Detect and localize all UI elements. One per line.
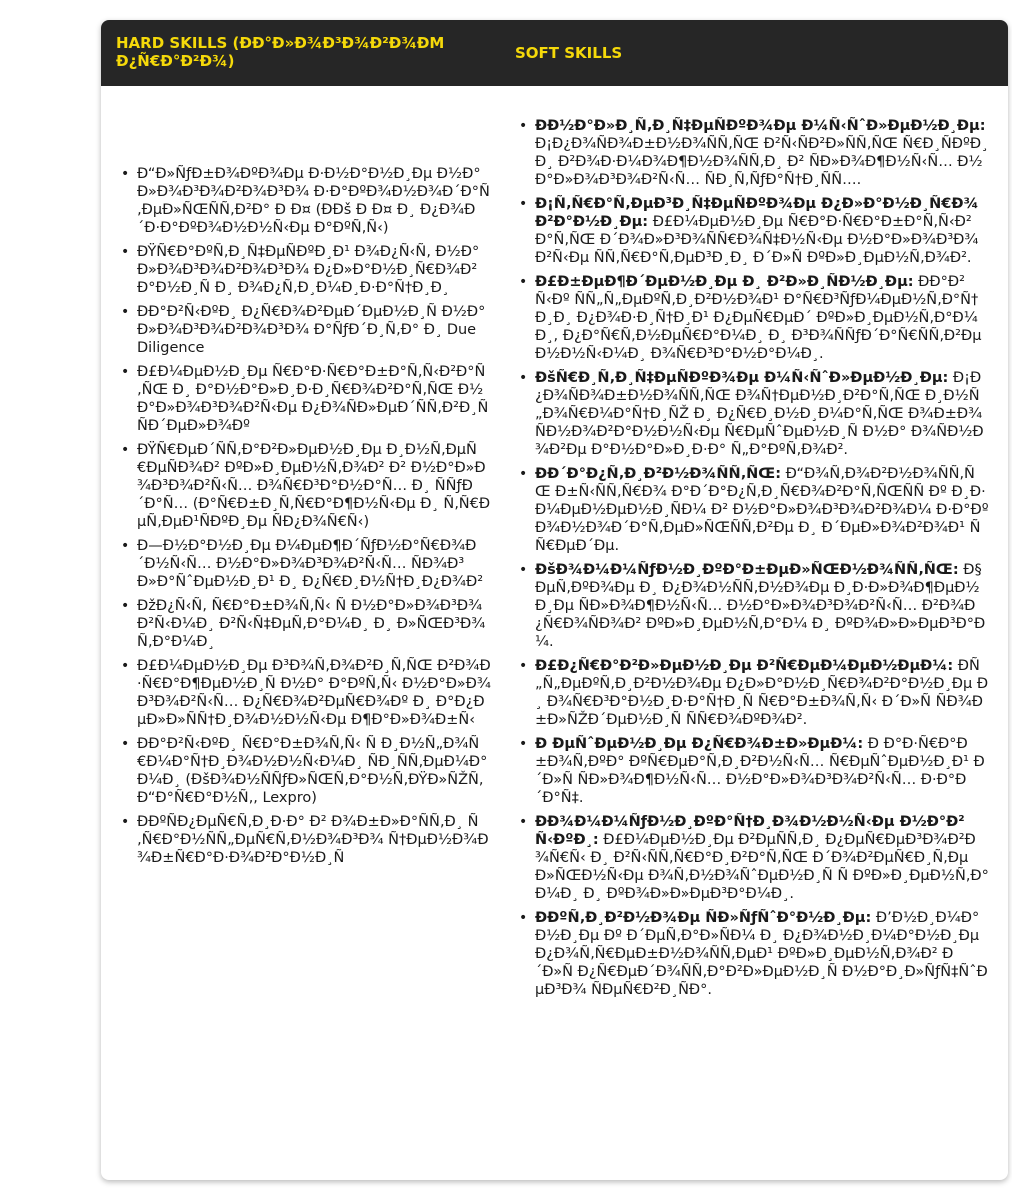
skill-title: Ð¡Ñ‚Ñ€Ð°Ñ‚ÐµÐ³Ð¸Ñ‡ÐµÑÐºÐ¾Ðµ Ð¿Ð»Ð°Ð½Ð¸Ñ€Ð¾Ð²Ð°Ð½Ð¸Ðµ: — [535, 196, 979, 230]
list-item — [519, 909, 989, 999]
list-item: • ÐŸÑ€Ð°ÐºÑ‚Ð¸Ñ‡ÐµÑÐºÐ¸Ð¹ Ð¾Ð¿Ñ‹Ñ‚ Ð½Ð°Ð»Ð¾Ð³Ð¾Ð²Ð¾Ð³Ð¾ Ð¿Ð»Ð°Ð½Ð¸Ñ€Ð¾Ð²Ð°Ð½Ð¸Ñ Ð¸ Ð¾Ð¿Ñ‚Ð¸Ð¼Ð¸Ð·Ð°Ñ†Ð¸Ð¸ — [121, 243, 491, 297]
skill-title: Ð£Ð±ÐµÐ¶Ð´ÐµÐ½Ð¸Ðµ Ð¸ Ð²Ð»Ð¸ÑÐ½Ð¸Ðµ: — [535, 274, 914, 290]
list-item — [519, 273, 989, 363]
skill-description: Ð“Ð¾Ñ‚Ð¾Ð²Ð½Ð¾ÑÑ‚ÑŒ Ð±Ñ‹ÑÑ‚Ñ€Ð¾ Ð°Ð´Ð°Ð¿Ñ‚Ð¸Ñ€Ð¾Ð²Ð°Ñ‚ÑŒÑÑ Ðº Ð¸Ð·Ð¼ÐµÐ½ÐµÐ½Ð¸ÑÐ¼ Ð² Ð½Ð°Ð»Ð¾Ð³Ð¾Ð²Ð¾Ð¼ Ð·Ð°ÐºÐ¾Ð½Ð¾Ð´Ð°Ñ‚ÐµÐ»ÑŒÑÑ‚Ð²Ðµ Ð¸ Ð´ÐµÐ»Ð¾Ð²Ð¾Ð¹ ÑÑ€ÐµÐ´Ðµ. — [535, 466, 989, 554]
list-item: • ÐÐ°Ð²Ñ‹ÐºÐ¸ Ð¿Ñ€Ð¾Ð²ÐµÐ´ÐµÐ½Ð¸Ñ Ð½Ð°Ð»Ð¾Ð³Ð¾Ð²Ð¾Ð³Ð¾ Ð°ÑƒÐ´Ð¸Ñ‚Ð° Ð¸ Due Diligence — [121, 303, 491, 357]
skill-title: ÐšÐ¾Ð¼Ð¼ÑƒÐ½Ð¸ÐºÐ°Ð±ÐµÐ»ÑŒÐ½Ð¾ÑÑ‚ÑŒ: — [535, 562, 959, 578]
list-item: • Ð£Ð¼ÐµÐ½Ð¸Ðµ Ð³Ð¾Ñ‚Ð¾Ð²Ð¸Ñ‚ÑŒ Ð²Ð¾Ð·Ñ€Ð°Ð¶ÐµÐ½Ð¸Ñ Ð½Ð° Ð°ÐºÑ‚Ñ‹ Ð½Ð°Ð»Ð¾Ð³Ð¾Ð²Ñ‹Ñ… Ð¿Ñ€Ð¾Ð²ÐµÑ€Ð¾Ðº Ð¸ Ð°Ð¿ÐµÐ»Ð»ÑÑ†Ð¸Ð¾Ð½Ð½Ñ‹Ðµ Ð¶Ð°Ð»Ð¾Ð±Ñ‹ — [121, 657, 491, 729]
soft-skills-heading: SOFT SKILLS — [515, 44, 623, 62]
skill-title: ÐÐºÑ‚Ð¸Ð²Ð½Ð¾Ðµ ÑÐ»ÑƒÑˆÐ°Ð½Ð¸Ðµ: — [535, 910, 872, 926]
hard-skills-heading: HARD SKILLS (ÐÐ°Ð»Ð¾Ð³Ð¾Ð²Ð¾ÐM Ð¿Ñ€Ð°Ð²Ð¾) — [116, 34, 445, 70]
list-item — [519, 369, 989, 459]
skill-title: ÐÐ´Ð°Ð¿Ñ‚Ð¸Ð²Ð½Ð¾ÑÑ‚ÑŒ: — [535, 466, 782, 482]
skill-description: Ð¡Ð¿Ð¾ÑÐ¾Ð±Ð½Ð¾ÑÑ‚ÑŒ Ð¾Ñ†ÐµÐ½Ð¸Ð²Ð°Ñ‚ÑŒ Ð¸Ð½Ñ„Ð¾Ñ€Ð¼Ð°Ñ†Ð¸ÑŽ Ð¸ Ð¿Ñ€Ð¸Ð½Ð¸Ð¼Ð°Ñ‚ÑŒ Ð¾Ð±Ð¾ÑÐ½Ð¾Ð²Ð°Ð½Ð½Ñ‹Ðµ Ñ€ÐµÑˆÐµÐ½Ð¸Ñ Ð½Ð° Ð¾ÑÐ½Ð¾Ð²Ðµ Ð°Ð½Ð°Ð»Ð¸Ð·Ð° Ñ„Ð°ÐºÑ‚Ð¾Ð². — [535, 370, 984, 458]
skill-title: Ð ÐµÑˆÐµÐ½Ð¸Ðµ Ð¿Ñ€Ð¾Ð±Ð»ÐµÐ¼: — [535, 736, 864, 752]
list-item — [519, 465, 989, 555]
skill-title: Ð£Ð¿Ñ€Ð°Ð²Ð»ÐµÐ½Ð¸Ðµ Ð²Ñ€ÐµÐ¼ÐµÐ½ÐµÐ¼: — [535, 658, 954, 674]
skill-title: ÐÐ½Ð°Ð»Ð¸Ñ‚Ð¸Ñ‡ÐµÑÐºÐ¾Ðµ Ð¼Ñ‹ÑˆÐ»ÐµÐ½Ð¸Ðµ: — [535, 118, 986, 134]
hard-skills-list — [121, 165, 491, 873]
table-header — [101, 20, 1008, 86]
skill-description: ÐÐ°Ð²Ñ‹Ðº ÑÑ„Ñ„ÐµÐºÑ‚Ð¸Ð²Ð½Ð¾Ð¹ Ð°Ñ€Ð³ÑƒÐ¼ÐµÐ½Ñ‚Ð°Ñ†Ð¸Ð¸ Ð¿Ð¾Ð·Ð¸Ñ†Ð¸Ð¹ Ð¿ÐµÑ€ÐµÐ´ ÐºÐ»Ð¸ÐµÐ½Ñ‚Ð°Ð¼Ð¸, Ð¿Ð°Ñ€Ñ‚Ð½ÐµÑ€Ð°Ð¼Ð¸ Ð¸ Ð³Ð¾ÑÑƒÐ´Ð°Ñ€ÑÑ‚Ð²ÐµÐ½Ð½Ñ‹Ð¼Ð¸ Ð¾Ñ€Ð³Ð°Ð½Ð°Ð¼Ð¸. — [535, 274, 982, 362]
skills-card — [101, 20, 1008, 1180]
skill-description: Ð§ÐµÑ‚ÐºÐ¾Ðµ Ð¸ Ð¿Ð¾Ð½ÑÑ‚Ð½Ð¾Ðµ Ð¸Ð·Ð»Ð¾Ð¶ÐµÐ½Ð¸Ðµ ÑÐ»Ð¾Ð¶Ð½Ñ‹Ñ… Ð½Ð°Ð»Ð¾Ð³Ð¾Ð²Ñ‹Ñ… Ð²Ð¾Ð¿Ñ€Ð¾ÑÐ¾Ð² ÐºÐ»Ð¸ÐµÐ½Ñ‚Ð°Ð¼ Ð¸ ÐºÐ¾Ð»Ð»ÐµÐ³Ð°Ð¼. — [535, 562, 986, 650]
list-item — [519, 813, 989, 903]
skill-description: Ð£Ð¼ÐµÐ½Ð¸Ðµ Ð²ÐµÑÑ‚Ð¸ Ð¿ÐµÑ€ÐµÐ³Ð¾Ð²Ð¾Ñ€Ñ‹ Ð¸ Ð²Ñ‹ÑÑ‚Ñ€Ð°Ð¸Ð²Ð°Ñ‚ÑŒ Ð´Ð¾Ð²ÐµÑ€Ð¸Ñ‚ÐµÐ»ÑŒÐ½Ñ‹Ðµ Ð¾Ñ‚Ð½Ð¾ÑˆÐµÐ½Ð¸Ñ Ñ ÐºÐ»Ð¸ÐµÐ½Ñ‚Ð°Ð¼Ð¸ Ð¸ ÐºÐ¾Ð»Ð»ÐµÐ³Ð°Ð¼Ð¸. — [535, 832, 989, 902]
skill-title: ÐÐ¾Ð¼Ð¼ÑƒÐ½Ð¸ÐºÐ°Ñ†Ð¸Ð¾Ð½Ð½Ñ‹Ðµ Ð½Ð°Ð²Ñ‹ÐºÐ¸: — [535, 814, 965, 848]
list-item — [519, 117, 989, 189]
list-item: • ÐŸÑ€ÐµÐ´ÑÑ‚Ð°Ð²Ð»ÐµÐ½Ð¸Ðµ Ð¸Ð½Ñ‚ÐµÑ€ÐµÑÐ¾Ð² ÐºÐ»Ð¸ÐµÐ½Ñ‚Ð¾Ð² Ð² Ð½Ð°Ð»Ð¾Ð³Ð¾Ð²Ñ‹Ñ… Ð¾Ñ€Ð³Ð°Ð½Ð°Ñ… Ð¸ ÑÑƒÐ´Ð°Ñ… (Ð°Ñ€Ð±Ð¸Ñ‚Ñ€Ð°Ð¶Ð½Ñ‹Ðµ Ð¸ Ñ‚Ñ€ÐµÑ‚ÐµÐ¹ÑÐºÐ¸Ðµ ÑÐ¿Ð¾Ñ€Ñ‹) — [121, 441, 491, 531]
skill-description: Ð¡Ð¿Ð¾ÑÐ¾Ð±Ð½Ð¾ÑÑ‚ÑŒ Ð²Ñ‹ÑÐ²Ð»ÑÑ‚ÑŒ Ñ€Ð¸ÑÐºÐ¸ Ð¸ Ð²Ð¾Ð·Ð¼Ð¾Ð¶Ð½Ð¾ÑÑ‚Ð¸ Ð² ÑÐ»Ð¾Ð¶Ð½Ñ‹Ñ… Ð½Ð°Ð»Ð¾Ð³Ð¾Ð²Ñ‹Ñ… ÑÐ¸Ñ‚ÑƒÐ°Ñ†Ð¸ÑÑ…. — [535, 136, 989, 188]
skill-title: ÐšÑ€Ð¸Ñ‚Ð¸Ñ‡ÐµÑÐºÐ¾Ðµ Ð¼Ñ‹ÑˆÐ»ÐµÐ½Ð¸Ðµ: — [535, 370, 949, 386]
list-item: • ÐÐ°Ð²Ñ‹ÐºÐ¸ Ñ€Ð°Ð±Ð¾Ñ‚Ñ‹ Ñ Ð¸Ð½Ñ„Ð¾Ñ€Ð¼Ð°Ñ†Ð¸Ð¾Ð½Ð½Ñ‹Ð¼Ð¸ ÑÐ¸ÑÑ‚ÐµÐ¼Ð°Ð¼Ð¸ (ÐšÐ¾Ð½ÑÑƒÐ»ÑŒÑ‚Ð°Ð½Ñ‚ÐŸÐ»ÑŽÑ, Ð“Ð°Ñ€Ð°Ð½Ñ‚, Lexpro) — [121, 735, 491, 807]
list-item — [519, 195, 989, 267]
list-item — [519, 735, 989, 807]
soft-skills-list — [519, 117, 989, 1005]
list-item: • ÐžÐ¿Ñ‹Ñ‚ Ñ€Ð°Ð±Ð¾Ñ‚Ñ‹ Ñ Ð½Ð°Ð»Ð¾Ð³Ð¾Ð²Ñ‹Ð¼Ð¸ Ð²Ñ‹Ñ‡ÐµÑ‚Ð°Ð¼Ð¸ Ð¸ Ð»ÑŒÐ³Ð¾Ñ‚Ð°Ð¼Ð¸ — [121, 597, 491, 651]
list-item: • Ð—Ð½Ð°Ð½Ð¸Ðµ Ð¼ÐµÐ¶Ð´ÑƒÐ½Ð°Ñ€Ð¾Ð´Ð½Ñ‹Ñ… Ð½Ð°Ð»Ð¾Ð³Ð¾Ð²Ñ‹Ñ… ÑÐ¾Ð³Ð»Ð°ÑˆÐµÐ½Ð¸Ð¹ Ð¸ Ð¿Ñ€Ð¸Ð½Ñ†Ð¸Ð¿Ð¾Ð² — [121, 537, 491, 591]
list-item: • Ð“Ð»ÑƒÐ±Ð¾ÐºÐ¾Ðµ Ð·Ð½Ð°Ð½Ð¸Ðµ Ð½Ð°Ð»Ð¾Ð³Ð¾Ð²Ð¾Ð³Ð¾ Ð·Ð°ÐºÐ¾Ð½Ð¾Ð´Ð°Ñ‚ÐµÐ»ÑŒÑÑ‚Ð²Ð° Ð Ð¤ (ÐÐš Ð Ð¤ Ð¸ Ð¿Ð¾Ð´Ð·Ð°ÐºÐ¾Ð½Ð½Ñ‹Ðµ Ð°ÐºÑ‚Ñ‹) — [121, 165, 491, 237]
skill-description: ÐÑ„Ñ„ÐµÐºÑ‚Ð¸Ð²Ð½Ð¾Ðµ Ð¿Ð»Ð°Ð½Ð¸Ñ€Ð¾Ð²Ð°Ð½Ð¸Ðµ Ð¸ Ð¾Ñ€Ð³Ð°Ð½Ð¸Ð·Ð°Ñ†Ð¸Ñ Ñ€Ð°Ð±Ð¾Ñ‚Ñ‹ Ð´Ð»Ñ ÑÐ¾Ð±Ð»ÑŽÐ´ÐµÐ½Ð¸Ñ ÑÑ€Ð¾ÐºÐ¾Ð². — [535, 658, 989, 728]
list-item: • Ð£Ð¼ÐµÐ½Ð¸Ðµ Ñ€Ð°Ð·Ñ€Ð°Ð±Ð°Ñ‚Ñ‹Ð²Ð°Ñ‚ÑŒ Ð¸ Ð°Ð½Ð°Ð»Ð¸Ð·Ð¸Ñ€Ð¾Ð²Ð°Ñ‚ÑŒ Ð½Ð°Ð»Ð¾Ð³Ð¾Ð²Ñ‹Ðµ Ð¿Ð¾ÑÐ»ÐµÐ´ÑÑ‚Ð²Ð¸Ñ ÑÐ´ÐµÐ»Ð¾Ðº — [121, 363, 491, 435]
skill-description: Ð’Ð½Ð¸Ð¼Ð°Ð½Ð¸Ðµ Ðº Ð´ÐµÑ‚Ð°Ð»ÑÐ¼ Ð¸ Ð¿Ð¾Ð½Ð¸Ð¼Ð°Ð½Ð¸Ðµ Ð¿Ð¾Ñ‚Ñ€ÐµÐ±Ð½Ð¾ÑÑ‚ÐµÐ¹ ÐºÐ»Ð¸ÐµÐ½Ñ‚Ð¾Ð² Ð´Ð»Ñ Ð¿Ñ€ÐµÐ´Ð¾ÑÑ‚Ð°Ð²Ð»ÐµÐ½Ð¸Ñ Ð½Ð°Ð¸Ð»ÑƒÑ‡ÑˆÐµÐ³Ð¾ ÑÐµÑ€Ð²Ð¸ÑÐ°. — [535, 910, 988, 998]
skill-description: Ð Ð°Ð·Ñ€Ð°Ð±Ð¾Ñ‚ÐºÐ° ÐºÑ€ÐµÐ°Ñ‚Ð¸Ð²Ð½Ñ‹Ñ… Ñ€ÐµÑˆÐµÐ½Ð¸Ð¹ Ð´Ð»Ñ ÑÐ»Ð¾Ð¶Ð½Ñ‹Ñ… Ð½Ð°Ð»Ð¾Ð³Ð¾Ð²Ñ‹Ñ… Ð·Ð°Ð´Ð°Ñ‡. — [535, 736, 985, 806]
list-item: • ÐÐºÑÐ¿ÐµÑ€Ñ‚Ð¸Ð·Ð° Ð² Ð¾Ð±Ð»Ð°ÑÑ‚Ð¸ Ñ‚Ñ€Ð°Ð½ÑÑ„ÐµÑ€Ñ‚Ð½Ð¾Ð³Ð¾ Ñ†ÐµÐ½Ð¾Ð¾Ð±Ñ€Ð°Ð·Ð¾Ð²Ð°Ð½Ð¸Ñ — [121, 813, 491, 867]
list-item — [519, 561, 989, 651]
list-item — [519, 657, 989, 729]
skill-description: Ð£Ð¼ÐµÐ½Ð¸Ðµ Ñ€Ð°Ð·Ñ€Ð°Ð±Ð°Ñ‚Ñ‹Ð²Ð°Ñ‚ÑŒ Ð´Ð¾Ð»Ð³Ð¾ÑÑ€Ð¾Ñ‡Ð½Ñ‹Ðµ Ð½Ð°Ð»Ð¾Ð³Ð¾Ð²Ñ‹Ðµ ÑÑ‚Ñ€Ð°Ñ‚ÐµÐ³Ð¸Ð¸ Ð´Ð»Ñ ÐºÐ»Ð¸ÐµÐ½Ñ‚Ð¾Ð². — [535, 214, 979, 266]
